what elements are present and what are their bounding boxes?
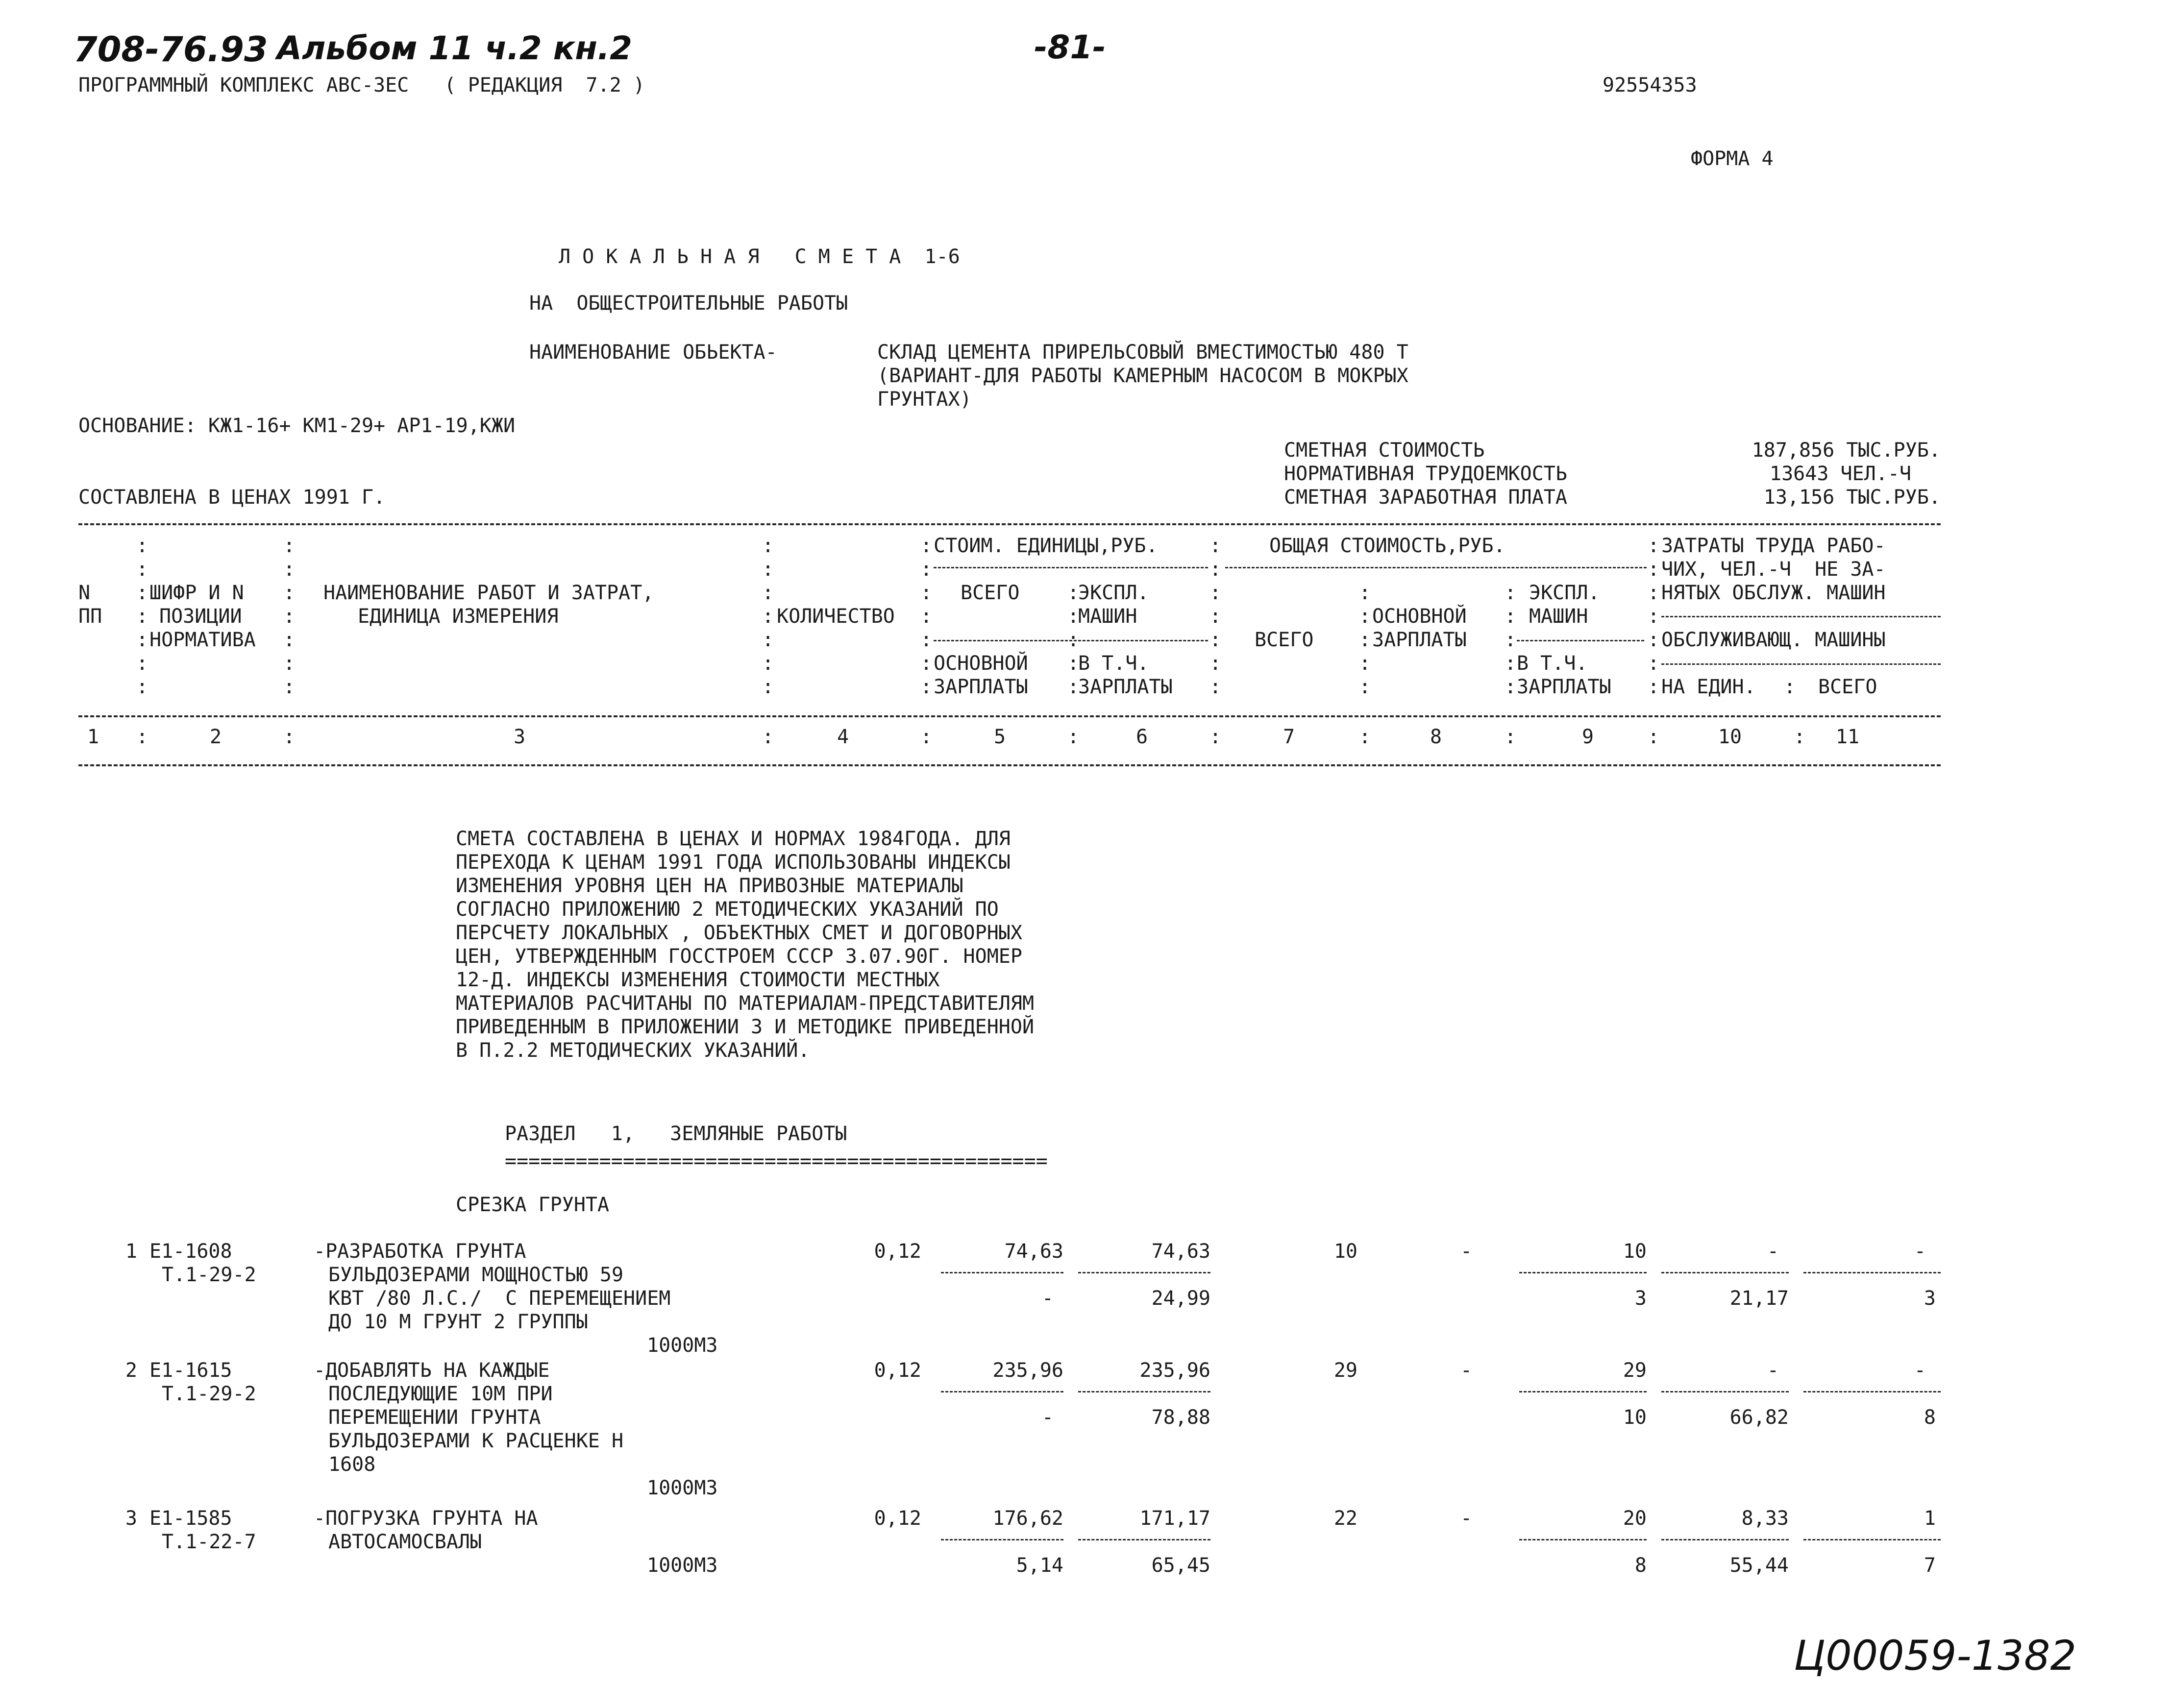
row-labor-machines-total: 3	[1924, 1287, 1936, 1310]
row-unit-salary: -	[1041, 1406, 1054, 1429]
object-name-line: ГРУНТАХ)	[877, 388, 972, 411]
header-labor-machines: ОБСЛУЖИВАЮЩ. МАШИНЫ	[1661, 629, 1886, 651]
summary-label: НОРМАТИВНАЯ ТРУДОЕМКОСТЬ	[1284, 463, 1567, 485]
header-col3: НАИМЕНОВАНИЕ РАБОТ И ЗАТРАТ,	[323, 582, 654, 604]
row-unit: 1000М3	[647, 1477, 718, 1499]
row-machine-salary-total: 3	[1634, 1287, 1647, 1310]
section-underline: ==============================================	[505, 1151, 1048, 1171]
row-machines-total: 29	[1623, 1359, 1647, 1382]
row-name: 1608	[328, 1453, 376, 1476]
row-name: -РАЗРАБОТКА ГРУНТА	[314, 1240, 526, 1263]
header-col5-bottom: ОСНОВНОЙ	[934, 652, 1028, 675]
header-unit-cost: СТОИМ. ЕДИНИЦЫ,РУБ.	[934, 535, 1158, 557]
row-unit: 1000М3	[647, 1554, 718, 1577]
row-name: -ДОБАВЛЯТЬ НА КАЖДЫЕ	[314, 1359, 550, 1382]
summary-value: 13,156 ТЫС.РУБ.	[1763, 486, 1941, 509]
row-unit-salary: -	[1041, 1287, 1054, 1310]
row-machines-total: 20	[1623, 1507, 1647, 1530]
row-unit-total: 176,62	[992, 1507, 1063, 1530]
column-number: 8	[1430, 726, 1442, 748]
header-col1: ПП	[78, 605, 102, 628]
summary-value: 187,856 ТЫС.РУБ.	[1752, 439, 1941, 462]
column-number: 10	[1718, 726, 1742, 748]
row-code: Е1-1585	[149, 1507, 232, 1530]
note-line: СОГЛАСНО ПРИЛОЖЕНИЮ 2 МЕТОДИЧЕСКИХ УКАЗАНИЙ ПО	[456, 898, 999, 921]
note-line: В П.2.2 МЕТОДИЧЕСКИХ УКАЗАНИЙ.	[456, 1039, 810, 1062]
row-unit-machine-salary: 78,88	[1151, 1406, 1210, 1429]
basis-line: ОСНОВАНИЕ: КЖ1-16+ КМ1-29+ АР1-19,КЖИ	[78, 415, 516, 437]
works-type: НА ОБЩЕСТРОИТЕЛЬНЫЕ РАБОТЫ	[529, 292, 848, 315]
header-col4: КОЛИЧЕСТВО	[777, 605, 895, 628]
header-col9-top: ЭКСПЛ.	[1529, 582, 1600, 604]
object-name-line: (ВАРИАНТ-ДЛЯ РАБОТЫ КАМЕРНЫМ НАСОСОМ В МОКРЫХ	[877, 365, 1408, 387]
document-number: 92554353	[1603, 74, 1697, 97]
header-col6-bottom: ЗАРПЛАТЫ	[1078, 676, 1173, 698]
header-mid-rule	[78, 715, 1941, 717]
note-line: ПРИВЕДЕННЫМ В ПРИЛОЖЕНИИ 3 И МЕТОДИКЕ ПРИВЕДЕННОЙ	[456, 1016, 1035, 1038]
column-number: 1	[87, 726, 99, 748]
row-labor-machines-unit: 66,82	[1729, 1406, 1789, 1429]
handwritten-doc-code: 708-76.93	[74, 29, 268, 70]
column-number: 11	[1835, 726, 1860, 748]
row-name: ПОСЛЕДУЮЩИЕ 10М ПРИ	[328, 1383, 553, 1405]
note-line: ПЕРЕХОДА К ЦЕНАМ 1991 ГОДА ИСПОЛЬЗОВАНЫ ИНДЕКСЫ	[456, 851, 1011, 874]
header-col3: ЕДИНИЦА ИЗМЕРЕНИЯ	[358, 605, 559, 628]
header-bottom-rule	[78, 764, 1941, 766]
header-col5-top: ВСЕГО	[961, 582, 1020, 604]
header-col9-bottom: В Т.Ч.	[1517, 652, 1588, 675]
object-label: НАИМЕНОВАНИЕ ОБЬЕКТА-	[529, 341, 777, 364]
note-line: ЦЕН, УТВЕРЖДЕННЫМ ГОССТРОЕМ СССР 3.07.90Г. НОМЕР	[456, 945, 1022, 968]
row-code-table: Т.1-29-2	[162, 1264, 256, 1286]
column-number: 3	[513, 726, 526, 748]
object-name-line: СКЛАД ЦЕМЕНТА ПРИРЕЛЬСОВЫЙ ВМЕСТИМОСТЬЮ 480 Т	[877, 341, 1408, 364]
row-name: КВТ /80 Л.С./ С ПЕРЕМЕЩЕНИЕМ	[328, 1287, 671, 1310]
header-labor: ЗАТРАТЫ ТРУДА РАБО-	[1661, 535, 1886, 557]
row-machine-salary-total: 10	[1623, 1406, 1647, 1429]
column-number: 7	[1283, 726, 1295, 748]
row-labor-machines-total: 7	[1924, 1554, 1936, 1577]
header-col6-top: ЭКСПЛ.	[1078, 582, 1149, 604]
row-total: 29	[1333, 1359, 1357, 1382]
handwritten-bottom-code: Ц00059-13	[1794, 1632, 2024, 1680]
row-unit-machine-salary: 24,99	[1151, 1287, 1210, 1310]
summary-value: 13643 ЧЕЛ.-Ч	[1770, 463, 1911, 485]
row-unit-salary: 5,14	[1016, 1554, 1063, 1577]
row-labor-machines-unit: 55,44	[1729, 1554, 1789, 1577]
program-line: ПРОГРАММНЫЙ КОМПЛЕКС АВС-3ЕС ( РЕДАКЦИЯ 7.2 )	[78, 74, 645, 97]
header-col5-bottom: ЗАРПЛАТЫ	[934, 676, 1028, 698]
header-col2: ШИФР И N	[149, 582, 244, 604]
header-top-rule	[78, 523, 1941, 525]
section-title: РАЗДЕЛ 1, ЗЕМЛЯНЫЕ РАБОТЫ	[505, 1122, 847, 1145]
prices-line: СОСТАВЛЕНА В ЦЕНАХ 1991 Г.	[78, 486, 386, 509]
note-line: ПЕРСЧЕТУ ЛОКАЛЬНЫХ , ОБЪЕКТНЫХ СМЕТ И ДОГОВОРНЫХ	[456, 922, 1022, 944]
form-label: ФОРМА 4	[1691, 147, 1774, 170]
header-col9-bottom: ЗАРПЛАТЫ	[1517, 676, 1611, 698]
row-name: БУЛЬДОЗЕРАМИ МОЩНОСТЬЮ 59	[328, 1264, 624, 1286]
summary-label: СМЕТНАЯ СТОИМОСТЬ	[1284, 439, 1485, 462]
note-line: МАТЕРИАЛОВ РАСЧИТАНЫ ПО МАТЕРИАЛАМ-ПРЕДСТАВИТЕЛЯМ	[456, 992, 1035, 1015]
note-line: ИЗМЕНЕНИЯ УРОВНЯ ЦЕН НА ПРИВОЗНЫЕ МАТЕРИАЛЫ	[456, 875, 963, 897]
row-name: АВТОСАМОСВАЛЫ	[328, 1531, 482, 1553]
column-number: 2	[209, 726, 222, 748]
handwritten-page-top: -81-	[1034, 28, 1106, 66]
header-col6-top: МАШИН	[1078, 605, 1137, 628]
header-col2: ПОЗИЦИИ	[159, 605, 242, 628]
row-unit-total: 74,63	[1004, 1240, 1063, 1263]
header-labor: НЯТЫХ ОБСЛУЖ. МАШИН	[1661, 582, 1886, 604]
header-col6-bottom: В Т.Ч.	[1078, 652, 1149, 675]
row-code: Е1-1608	[149, 1240, 232, 1263]
row-number: 3	[125, 1507, 137, 1530]
row-name: ПЕРЕМЕЩЕНИИ ГРУНТА	[328, 1406, 541, 1429]
row-total: 22	[1333, 1507, 1357, 1530]
header-col7: ВСЕГО	[1255, 629, 1314, 651]
row-code: Е1-1615	[149, 1359, 232, 1382]
row-unit-machine-salary: 65,45	[1151, 1554, 1210, 1577]
row-quantity: 0,12	[874, 1507, 921, 1530]
note-line: СМЕТА СОСТАВЛЕНА В ЦЕНАХ И НОРМАХ 1984ГОДА. ДЛЯ	[456, 828, 1011, 850]
row-code-table: Т.1-22-7	[162, 1531, 256, 1553]
column-number: 4	[837, 726, 849, 748]
row-number: 2	[125, 1359, 137, 1382]
row-salary-total: -	[1460, 1240, 1473, 1263]
row-unit-total: 235,96	[992, 1359, 1063, 1382]
row-quantity: 0,12	[874, 1240, 921, 1263]
row-unit-machines: 235,96	[1139, 1359, 1210, 1382]
header-col9-top: МАШИН	[1529, 605, 1588, 628]
row-machines-total: 10	[1623, 1240, 1647, 1263]
row-name: БУЛЬДОЗЕРАМИ К РАСЦЕНКЕ Н	[328, 1430, 624, 1452]
column-number: 5	[993, 726, 1006, 748]
row-unit: 1000М3	[647, 1334, 718, 1357]
row-labor-total: 1	[1924, 1507, 1936, 1530]
header-col11: ВСЕГО	[1818, 676, 1877, 698]
note-line: 12-Д. ИНДЕКСЫ ИЗМЕНЕНИЯ СТОИМОСТИ МЕСТНЫХ	[456, 969, 940, 991]
row-labor-machines-total: 8	[1924, 1406, 1936, 1429]
row-total: 10	[1333, 1240, 1357, 1263]
handwritten-bottom-page: 82	[2024, 1632, 2076, 1680]
column-number: 6	[1135, 726, 1148, 748]
header-labor: ЧИХ, ЧЕЛ.-Ч НЕ ЗА-	[1661, 558, 1886, 581]
row-quantity: 0,12	[874, 1359, 921, 1382]
row-labor-unit: -	[1767, 1240, 1779, 1263]
header-col10: НА ЕДИН.	[1661, 676, 1756, 698]
handwritten-album: Альбом 11 ч.2 кн.2	[277, 29, 633, 67]
estimate-title: Л О К А Л Ь Н А Я С М Е Т А 1-6	[559, 245, 960, 268]
row-labor-total: -	[1914, 1240, 1926, 1263]
header-col2: НОРМАТИВА	[149, 629, 256, 651]
header-total-cost: ОБЩАЯ СТОИМОСТЬ,РУБ.	[1269, 535, 1505, 557]
row-code-table: Т.1-29-2	[162, 1383, 256, 1405]
summary-label: СМЕТНАЯ ЗАРАБОТНАЯ ПЛАТА	[1284, 486, 1567, 509]
row-labor-unit: -	[1767, 1359, 1779, 1382]
column-number: 9	[1581, 726, 1594, 748]
row-labor-total: -	[1914, 1359, 1926, 1382]
row-salary-total: -	[1460, 1507, 1473, 1530]
row-salary-total: -	[1460, 1359, 1473, 1382]
row-unit-machines: 74,63	[1151, 1240, 1210, 1263]
subsection-heading: СРЕЗКА ГРУНТА	[456, 1194, 610, 1216]
row-machine-salary-total: 8	[1634, 1554, 1647, 1577]
header-col1: N	[78, 582, 91, 604]
row-name: ДО 10 М ГРУНТ 2 ГРУППЫ	[328, 1311, 588, 1333]
header-col8: ОСНОВНОЙ	[1372, 605, 1467, 628]
header-col8: ЗАРПЛАТЫ	[1372, 629, 1467, 651]
row-labor-unit: 8,33	[1741, 1507, 1789, 1530]
row-labor-machines-unit: 21,17	[1729, 1287, 1789, 1310]
row-name: -ПОГРУЗКА ГРУНТА НА	[314, 1507, 538, 1530]
row-unit-machines: 171,17	[1139, 1507, 1210, 1530]
row-number: 1	[125, 1240, 137, 1263]
